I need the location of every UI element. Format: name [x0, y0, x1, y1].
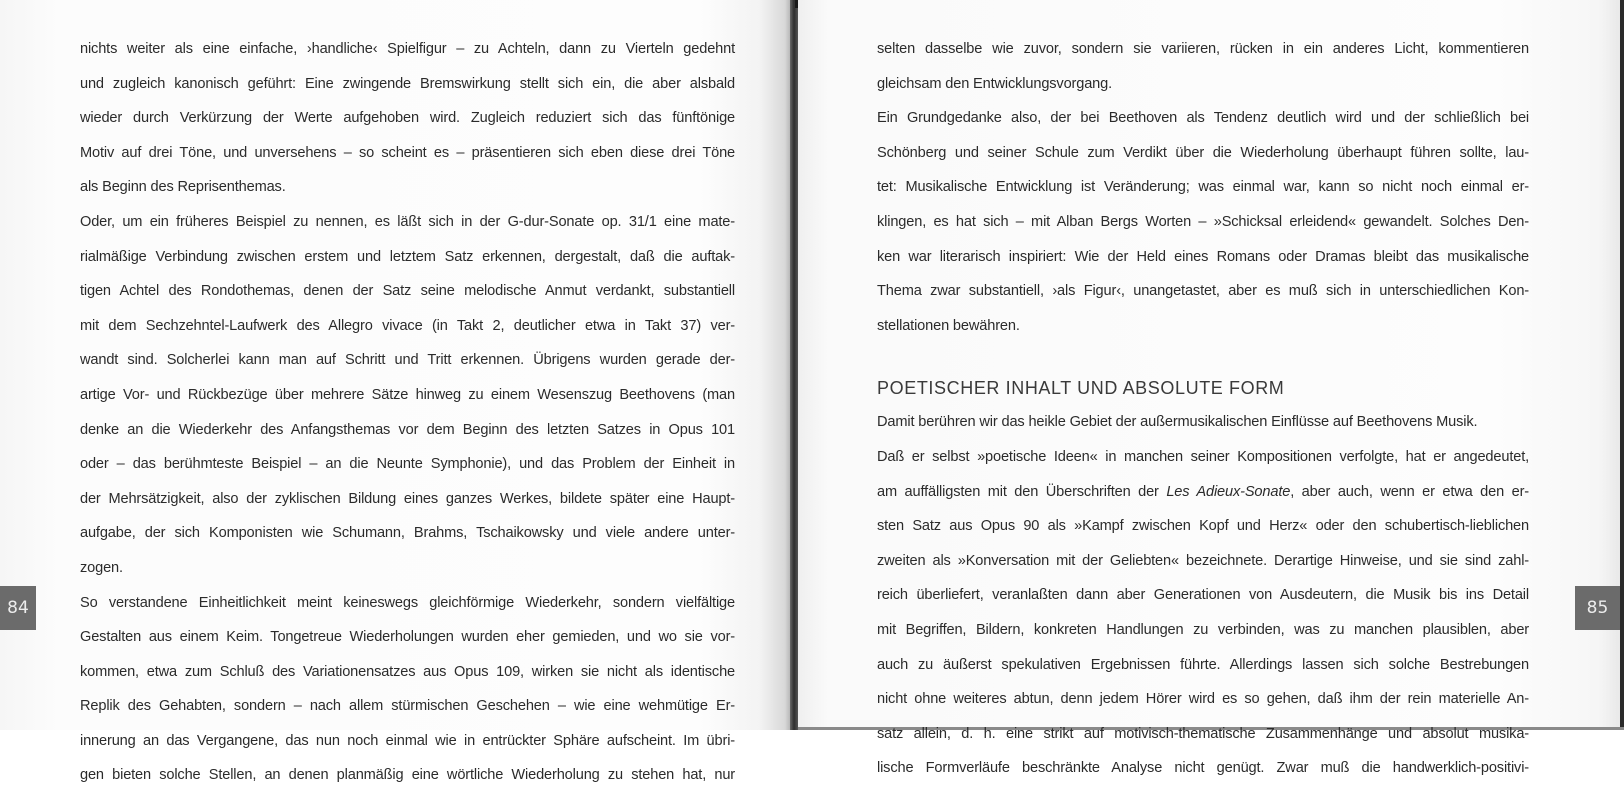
right-page-edge: [1620, 0, 1624, 730]
text-line: tigen Achtel des Rondothemas, denen der Satz seine melodische Anmut verdankt, substantiell: [80, 283, 735, 300]
left-page-body: [80, 32, 735, 793]
text-line: ken war literarisch inspiriert: Wie der Held eines Romans oder Dramas bleibt das musikalische: [877, 248, 1529, 265]
book-binding: [790, 0, 798, 730]
text-line: stellationen bewähren.: [877, 317, 1020, 334]
text-line: nichts weiter als eine einfache, ›handliche‹ Spielfigur – zu Achteln, dann zu Vierteln gedehnt: [80, 41, 735, 57]
italic-title: Les Adieux-Sonate: [1166, 483, 1291, 500]
text-line: mit dem Sechzehntel-Laufwerk des Allegro vivace (in Takt 2, deutlicher etwa in Takt 37) ver-: [80, 317, 735, 334]
text-line: Thema zwar substantiell, ›als Figur‹, unangetastet, aber es muß sich in unterschiedlichen Kon-: [877, 283, 1529, 300]
text-line: tet: Musikalische Entwicklung ist Veränderung; was einmal war, kann so nicht noch einmal er-: [877, 179, 1529, 196]
page-number-left: 84: [0, 586, 36, 630]
text-line: wieder durch Verkürzung der Werte aufgehoben wird. Zugleich reduziert sich das fünftönige: [80, 110, 735, 127]
text-line: lische Formverläufe beschränkte Analyse nicht genügt. Zwar muß die handwerklich-positivi-: [877, 760, 1529, 777]
text-line: Daß er selbst »poetische Ideen« in manchen seiner Kompositionen verfolgte, hat er angedeutet,: [877, 448, 1529, 465]
text-line: satz allein, d. h. eine strikt auf motivisch-thematische Zusammenhänge und absolut musika-: [877, 725, 1529, 742]
text-line: kommen, etwa zum Schluß des Variationensatzes aus Opus 109, wirken sie nicht als identische: [80, 663, 735, 680]
text-line: Schönberg und seiner Schule zum Verdikt über die Wiederholung überhaupt führen sollte, lau-: [877, 144, 1529, 161]
text-line: Gestalten aus einem Keim. Tongetreue Wiederholungen wurden eher gemieden, und wo sie vor-: [80, 629, 735, 646]
text-line: gen bieten solche Stellen, an denen planmäßig eine wörtliche Wiederholung zu stehen hat, nur: [80, 767, 735, 784]
text-line: rialmäßige Verbindung zwischen erstem und letztem Satz erkennen, dergestalt, daß die auftak-: [80, 248, 735, 265]
page-number-right: 85: [1575, 586, 1620, 630]
text-line: als Beginn des Reprisenthemas.: [80, 179, 286, 196]
text-line: Oder, um ein früheres Beispiel zu nennen, es läßt sich in der G-dur-Sonate op. 31/1 eine mate-: [80, 213, 735, 230]
section-heading: POETISCHER INHALT UND ABSOLUTE FORM: [877, 378, 1285, 399]
text-line: sten Satz aus Opus 90 als »Kampf zwischen Kopf und Herz« oder den schubertisch-lieblichen: [877, 518, 1529, 535]
text-line: klingen, es hat sich – mit Alban Bergs Worten – »Schicksal erleidend« gewandelt. Solches Den-: [877, 213, 1529, 230]
text-line: Replik des Gehabten, sondern – nach allem stürmischen Geschehen – wie eine wehmütige Er-: [80, 698, 735, 715]
text-line: der Mehrsätzigkeit, also der zyklischen Bildung eines ganzes Werkes, bildete später eine Haupt-: [80, 490, 735, 507]
text-line: innerung an das Vergangene, das nun noch einmal wie in entrückter Sphäre aufscheint. Im übri-: [80, 732, 735, 749]
text-segment: , aber auch, wenn er etwa den er-: [1290, 483, 1529, 500]
text-line: auch zu äußerst spekulativen Ergebnissen führte. Allerdings lassen sich solche Bestrebungen: [877, 656, 1529, 673]
text-line: und zugleich kanonisch geführt: Eine zwingende Bremswirkung stellt sich ein, die aber alsbald: [80, 75, 735, 92]
right-page-section-paragraphs: [877, 405, 1529, 786]
text-line: So verstandene Einheitlichkeit meint keineswegs gleichförmige Wiederkehr, sondern vielfältige: [80, 594, 735, 611]
text-line: mit Begriffen, Bildern, konkreten Handlungen zu verbinden, was zu manchen plausiblen, aber: [877, 621, 1529, 638]
right-page-body: [877, 32, 1529, 786]
text-line: zweiten als »Konversation mit der Geliebten« bezeichnete. Derartige Hinweise, und sie sind zahl-: [877, 552, 1529, 569]
text-line: denke an die Wiederkehr des Anfangsthemas vor dem Beginn des letzten Satzes in Opus 101: [80, 421, 735, 438]
text-line: oder – das berühmteste Beispiel – an die Neunte Symphonie), und das Problem der Einheit in: [80, 456, 735, 473]
text-line: [877, 475, 1529, 510]
text-line: Damit berühren wir das heikle Gebiet der außermusikalischen Einflüsse auf Beethovens Musik.: [877, 414, 1478, 431]
text-line: selten dasselbe wie zuvor, sondern sie variieren, rücken in ein anderes Licht, kommentieren: [877, 41, 1529, 57]
text-line: aufgabe, der sich Komponisten wie Schumann, Brahms, Tschaikowsky und viele andere unter-: [80, 525, 735, 542]
right-page-intro-paragraphs: [877, 32, 1529, 343]
text-line: Ein Grundgedanke also, der bei Beethoven als Tendenz deutlich wird und der schließlich bei: [877, 110, 1529, 127]
text-line: artige Vor- und Rückbezüge über mehrere Sätze hinweg zu einem Wesenszug Beethovens (man: [80, 386, 735, 403]
text-segment: am auffälligsten mit den Überschriften der: [877, 483, 1167, 500]
text-line: wandt sind. Solcherlei kann man auf Schritt und Tritt erkennen. Übrigens wurden gerade der-: [80, 352, 735, 369]
text-line: gleichsam den Entwicklungsvorgang.: [877, 75, 1113, 92]
text-line: nicht ohne weiteres abtun, denn jedem Hörer wird es so gehen, daß ihm der rein materielle An-: [877, 691, 1529, 708]
text-line: zogen.: [80, 559, 123, 576]
text-line: Motiv auf drei Töne, und unversehens – so scheint es – präsentieren sich eben diese drei Töne: [80, 144, 735, 161]
section-spacer: [877, 343, 1529, 365]
text-line: reich überliefert, veranlaßten dann aber Generationen von Ausdeutern, die Musik bis ins Detail: [877, 587, 1529, 604]
